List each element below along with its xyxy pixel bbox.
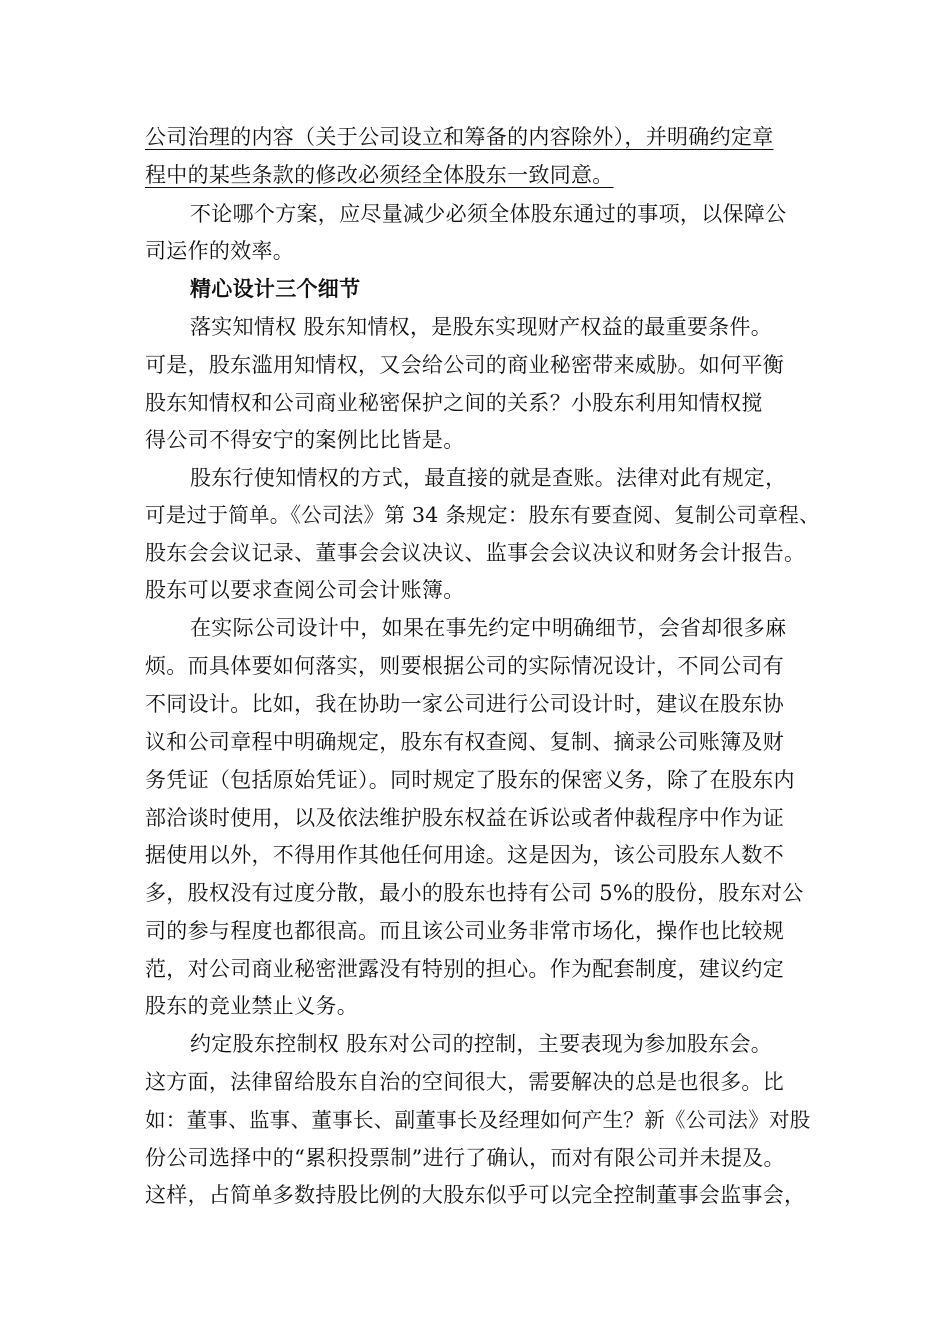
text-line: 可是，股东滥用知情权，又会给公司的商业秘密带来威胁。如何平衡 [145,353,784,377]
text-line: 可是过于简单。《公司法》第 34 条规定：股东有要查阅、复制公司章程、 [145,503,820,527]
text-line: 这样，占简单多数持股比例的大股东似乎可以完全控制董事会监事会， [145,1183,806,1207]
text-line: 份公司选择中的“累积投票制”进行了确认，而对有限公司并未提及。 [145,1146,785,1170]
text-line: 司的参与程度也都很高。而且该公司业务非常市场化，操作也比较规 [145,919,784,943]
text-line [145,121,825,153]
text-line: 股东的竞业禁止义务。 [145,994,358,1018]
text-line: 得公司不得安宁的案例比比皆是。 [145,428,465,452]
underlined-text: 公司治理的内容（关于公司设立和筹备的内容除外），并明确约定章 [145,125,774,149]
paragraph-first-line: 股东行使知情权的方式，最直接的就是查账。法律对此有规定， [190,466,787,490]
text-line: 务凭证（包括原始凭证）。同时规定了股东的保密义务，除了在股东内 [145,768,795,792]
text-line [145,159,825,191]
text-line: 司运作的效率。 [145,239,295,263]
text-line: 多，股权没有过度分散，最小的股东也持有公司 5%的股份，股东对公 [145,881,804,905]
text-line: 议和公司章程中明确规定，股东有权查阅、复制、摘录公司账簿及财 [145,730,784,754]
text-line: 股东知情权和公司商业秘密保护之间的关系？小股东利用知情权搅 [145,391,763,415]
text-line: 烦。而具体要如何落实，则要根据公司的实际情况设计，不同公司有 [145,654,784,678]
section-heading: 精心设计三个细节 [190,276,361,301]
underlined-text: 程中的某些条款的修改必须经全体股东一致同意。 [145,163,614,187]
paragraph-first-line: 约定股东控制权 股东对公司的控制，主要表现为参加股东会。 [190,1032,773,1056]
text-line: 股东可以要求查阅公司会计账簿。 [145,578,465,602]
text-line: 范，对公司商业秘密泄露没有特别的担心。作为配套制度，建议约定 [145,957,784,981]
text-line: 如：董事、监事、董事长、副董事长及经理如何产生？新《公司法》对股 [145,1108,811,1132]
text-line: 据使用以外，不得用作其他任何用途。这是因为，该公司股东人数不 [145,843,784,867]
paragraph-first-line: 在实际公司设计中，如果在事先约定中明确细节，会省却很多麻 [190,616,787,640]
text-line: 部洽谈时使用，以及依法维护股东权益在诉讼或者仲裁程序中作为证 [145,806,784,830]
text-line: 股东会会议记录、董事会会议决议、监事会会议决议和财务会计报告。 [145,541,806,565]
text-line: 这方面，法律留给股东自治的空间很大，需要解决的总是也很多。比 [145,1070,784,1094]
paragraph-first-line: 落实知情权 股东知情权，是股东实现财产权益的最重要条件。 [190,315,773,339]
paragraph-first-line: 不论哪个方案，应尽量减少必须全体股东通过的事项，以保障公 [190,202,787,226]
text-line: 不同设计。比如，我在协助一家公司进行公司设计时，建议在股东协 [145,692,784,716]
